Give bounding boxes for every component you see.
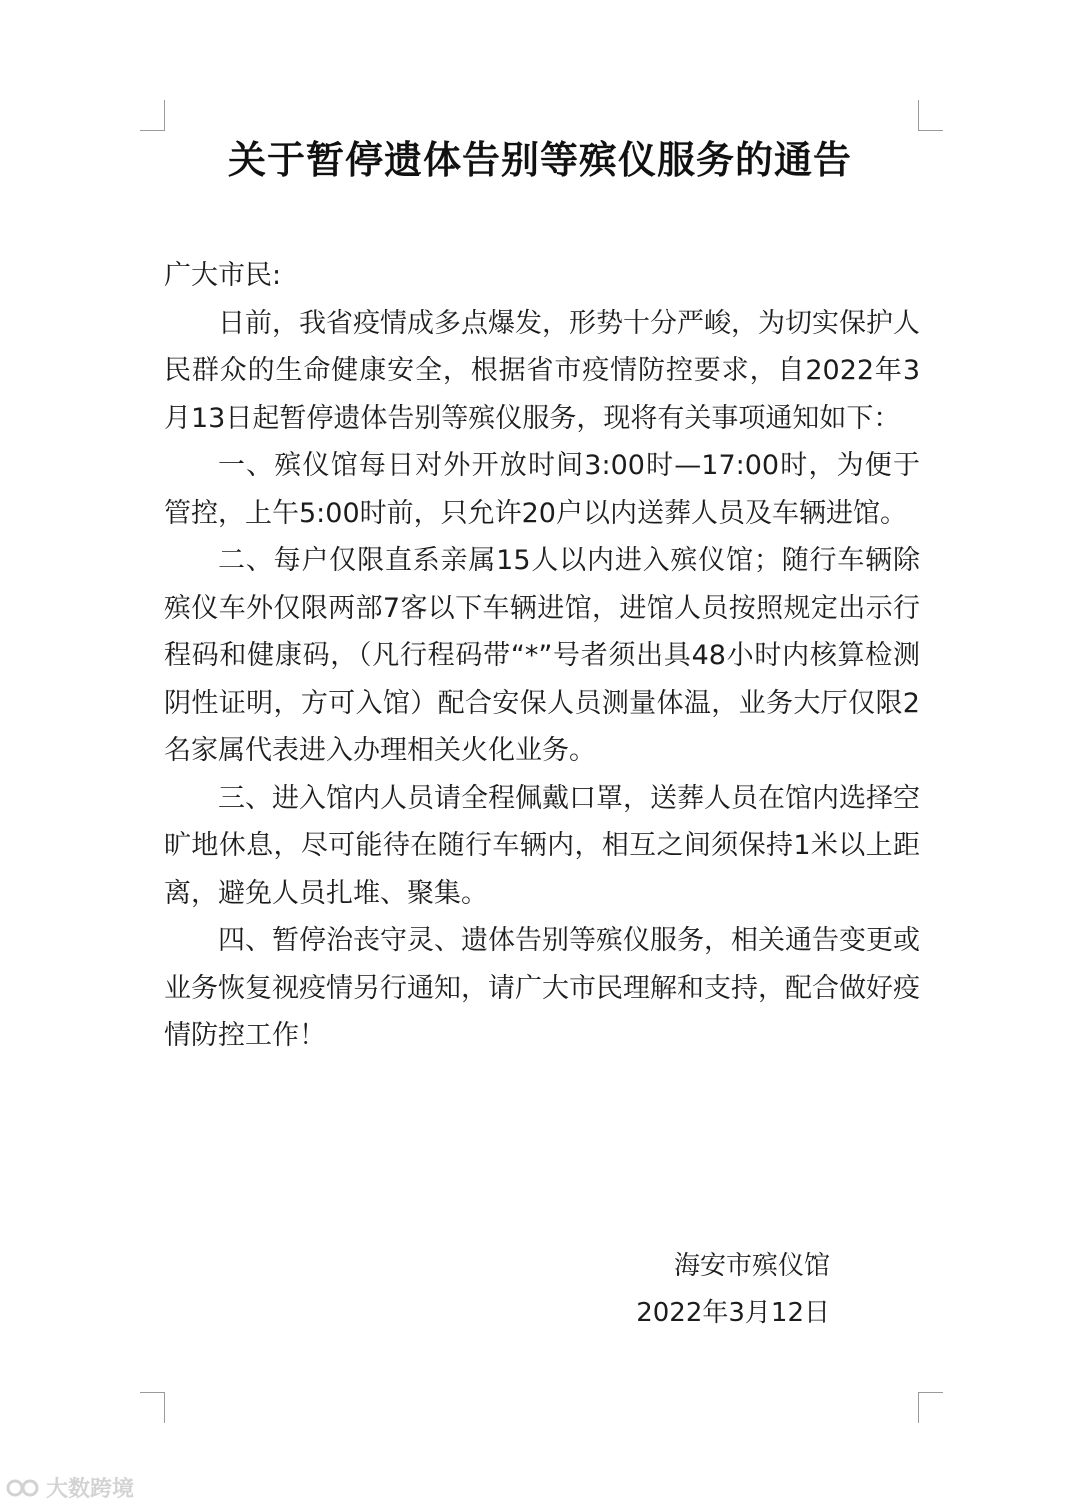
intro-paragraph: 日前，我省疫情成多点爆发，形势十分严峻，为切实保护人民群众的生命健康安全，根据省市疫情防控要求，自2022年3月13日起暂停遗体告别等殡仪服务，现将有关事项通知如下：	[164, 307, 920, 434]
notice-title: 关于暂停遗体告别等殡仪服务的通告	[227, 138, 852, 182]
item-paragraph-2: 二、每户仅限直系亲属15人以内进入殡仪馆；随行车辆除殡仪车外仅限两部7客以下车辆进馆，进馆人员按照规定出示行程码和健康码，（凡行程码带“*”号者须出具48小时内核算检测阴性证明，方可入馆）配合安保人员测量体温，业务大厅仅限2名家属代表进入办理相关火化业务。	[164, 545, 920, 766]
page-corner-mark-top-right	[918, 100, 943, 131]
salutation: 广大市民:	[164, 260, 282, 291]
notice-body	[164, 252, 920, 1060]
watermark-text: 大数跨境	[46, 1477, 135, 1502]
watermark-logo-icon	[6, 1477, 40, 1499]
signature-organization: 海安市殡仪馆	[673, 1251, 830, 1281]
item-paragraph-4: 四、暂停治丧守灵、遗体告别等殡仪服务，相关通告变更或业务恢复视疫情另行通知，请广大市民理解和支持，配合做好疫情防控工作！	[164, 925, 920, 1051]
page-corner-mark-bottom-right	[918, 1392, 943, 1423]
page-corner-mark-bottom-left	[140, 1392, 165, 1423]
signature-date: 2022年3月12日	[636, 1298, 830, 1328]
watermark	[6, 1472, 134, 1503]
page-corner-mark-top-left	[140, 100, 165, 131]
item-paragraph-3: 三、进入馆内人员请全程佩戴口罩，送葬人员在馆内选择空旷地休息，尽可能待在随行车辆内，相互之间须保持1米以上距离，避免人员扎堆、聚集。	[164, 782, 920, 909]
item-paragraph-1: 一、殡仪馆每日对外开放时间3:00时—17:00时，为便于管控，上午5:00时前，只允许20户以内送葬人员及车辆进馆。	[164, 450, 920, 529]
